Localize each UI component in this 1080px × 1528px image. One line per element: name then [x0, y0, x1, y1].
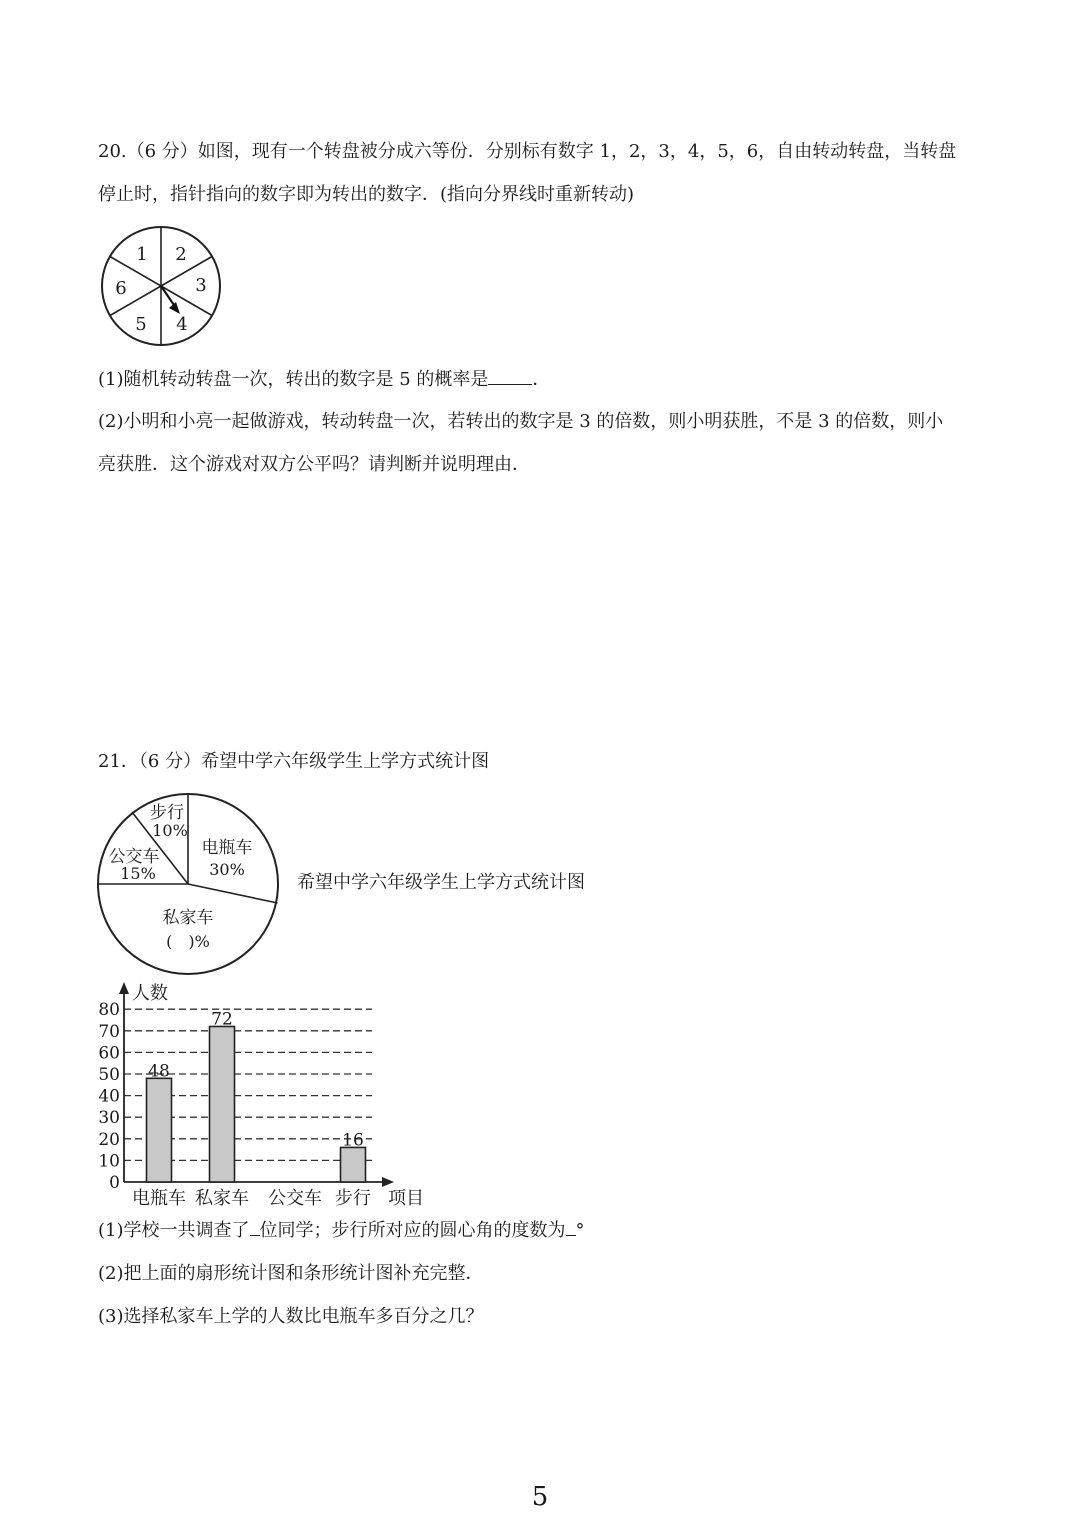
q21-part1-text-c: °: [575, 1220, 585, 1241]
x-category-label: 步行: [335, 1188, 371, 1209]
pie-value-ebike: 30%: [209, 860, 245, 879]
y-tick-label: 10: [98, 1151, 120, 1172]
x-category-label: 电瓶车: [132, 1188, 186, 1209]
y-tick-label: 50: [98, 1065, 120, 1085]
y-tick-label: 30: [98, 1108, 120, 1129]
q20-part1-end: ．: [532, 369, 551, 390]
page-number: 5: [531, 1482, 549, 1512]
bar-0: [147, 1078, 172, 1182]
spinner-figure: [96, 222, 228, 350]
y-tick-label: 70: [98, 1021, 120, 1042]
q20-stem-line1: 20.（6 分）如图，现有一个转盘被分成六等份．分别标有数字 1，2，3，4，5，6，自由转动转盘，当转盘: [98, 141, 957, 162]
y-tick-label: 40: [98, 1086, 120, 1107]
answer-blank: [250, 1219, 260, 1236]
q21-part1-text-a: (1)学校一共调查了: [98, 1220, 250, 1241]
pie-chart: [94, 790, 284, 980]
bar-chart: [90, 980, 440, 1210]
q21-part1-text-b: 位同学；步行所对应的圆心角的度数为: [259, 1220, 566, 1241]
pie-caption: 希望中学六年级学生上学方式统计图: [297, 872, 585, 893]
pie-value-bus: 15%: [120, 864, 156, 883]
pie-label-ebike: 电瓶车: [201, 838, 253, 858]
pie-label-bus: 公交车: [108, 847, 160, 867]
spinner-number-3: 3: [195, 275, 207, 296]
y-tick-label: 80: [98, 1000, 120, 1021]
y-axis-title: 人数: [132, 983, 168, 1004]
answer-blank: [488, 368, 532, 385]
y-tick-label: 0: [109, 1173, 120, 1193]
q20-part1: [98, 368, 550, 392]
spinner-number-6: 6: [115, 278, 127, 299]
bar-value-label: 16: [342, 1130, 364, 1151]
spinner-number-4: 4: [176, 314, 188, 335]
bar-1: [210, 1026, 235, 1182]
q21-part1: [98, 1219, 585, 1243]
spinner-number-2: 2: [175, 244, 187, 265]
bar-value-label: 72: [211, 1009, 233, 1030]
q20-part2-line1: (2)小明和小亮一起做游戏，转动转盘一次，若转出的数字是 3 的倍数，则小明获胜，不是 3 的倍数，则小: [98, 411, 944, 432]
x-axis-title: 项目: [388, 1188, 424, 1209]
pie-label-walk: 步行: [150, 803, 184, 823]
bar-value-label: 48: [148, 1061, 170, 1082]
y-tick-label: 20: [98, 1129, 120, 1150]
spinner-number-5: 5: [135, 314, 147, 335]
pie-value-walk: 10%: [152, 821, 188, 840]
spinner-pointer-arrow-icon: [161, 286, 180, 314]
spinner-number-1: 1: [136, 244, 148, 265]
q20-stem-line2: 停止时，指针指向的数字即为转出的数字．(指向分界线时重新转动): [98, 184, 635, 205]
x-category-label: 公交车: [268, 1188, 322, 1209]
y-tick-label: 60: [98, 1043, 120, 1064]
q21-part3: (3)选择私家车上学的人数比电瓶车多百分之几？: [98, 1306, 484, 1327]
q21-part2: (2)把上面的扇形统计图和条形统计图补充完整．: [98, 1263, 484, 1284]
x-category-label: 私家车: [195, 1188, 249, 1209]
bar-3: [341, 1147, 366, 1182]
answer-blank: [566, 1219, 576, 1236]
y-axis-arrow-icon: [119, 982, 129, 994]
q20-part1-text: (1)随机转动转盘一次，转出的数字是 5 的概率是: [98, 369, 489, 390]
x-axis-arrow-icon: [382, 1177, 394, 1187]
pie-label-car: 私家车: [162, 908, 214, 928]
pie-value-car: ( )%: [166, 932, 210, 951]
q20-part2-line2: 亮获胜．这个游戏对双方公平吗？请判断并说明理由．: [98, 454, 530, 475]
q21-heading: 21．（6 分）希望中学六年级学生上学方式统计图: [98, 751, 490, 772]
